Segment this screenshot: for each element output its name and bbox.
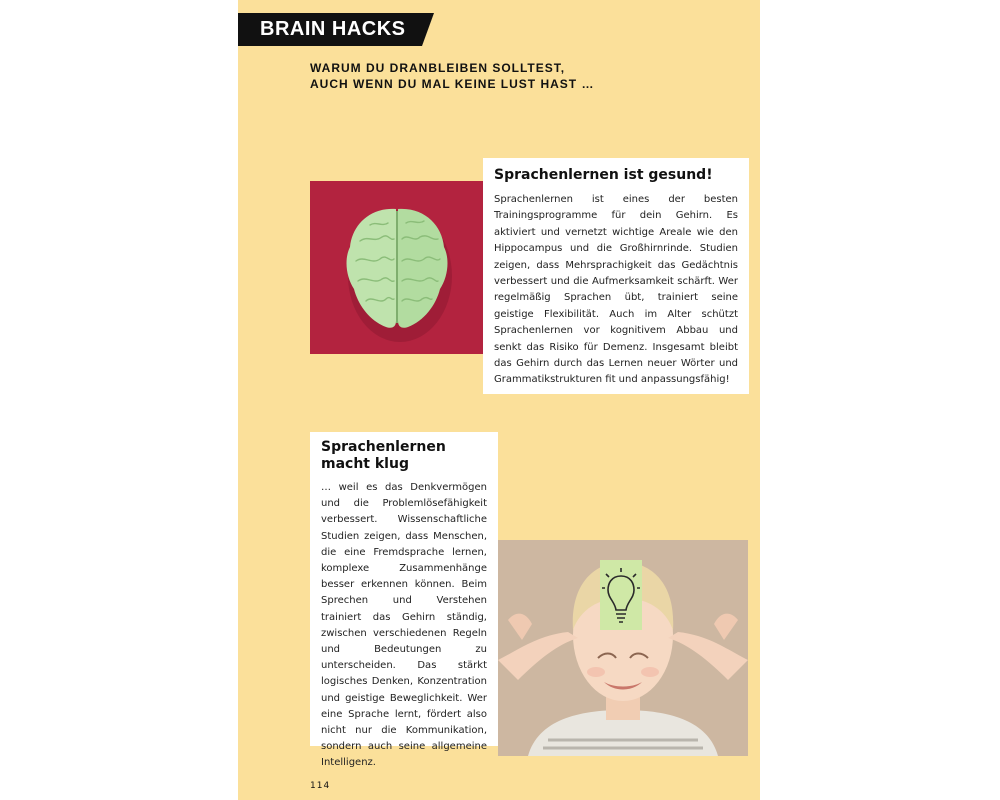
brain-photo	[310, 181, 483, 354]
book-page	[238, 0, 760, 800]
heading-health: Sprachenlernen ist gesund!	[494, 167, 713, 183]
section-banner	[238, 13, 422, 46]
heading-smart-line-1: Sprachenlernen	[321, 439, 446, 455]
woman-lightbulb-photo	[498, 540, 748, 756]
info-box-health	[483, 158, 749, 394]
banner-title: BRAIN HACKS	[260, 18, 406, 40]
info-box-smart	[310, 432, 498, 769]
heading-smart	[321, 439, 487, 473]
page-subtitle	[310, 60, 670, 92]
body-health: Sprachenlernen ist eines der besten Trainingsprogramme für dein Gehirn. Es aktiviert und vernetzt wichtige Areale wie den Hippocampus und die Großhirnrinde. Studien zeigen, dass Mehrsprachigkeit das Gedächtnis verbessert und die Aufmerksamkeit schärft. Wer regelmäßig Sprachen übt, trainiert seine geistige Flexibilität. Auch im Alter schützt Sprachenlernen vor kognitivem Abbau und senkt das Risiko für Demenz. Insgesamt bleibt das Gehirn durch das Lernen neuer Wörter und Grammatikstrukturen fit und anpassungsfähig!	[494, 194, 738, 386]
page-number: 114	[310, 781, 331, 791]
body-smart: … weil es das Denkvermögen und die Problemlösefähigkeit verbessert. Wissenschaftliche Studien zeigen, dass Menschen, die eine Fremdsprache lernen, komplexe Zusammenhänge besser erkennen können. Beim Sprechen und Verstehen trainiert das Gehirn ständig, zwischen verschiedenen Regeln und Bedeutungen zu unterscheiden. Das stärkt logisches Denken, Konzentration und geistige Beweglichkeit. Wer eine Sprache lernt, fördert also nicht nur die Kommunikation, sondern auch seine allgemeine Intelligenz.	[321, 482, 487, 769]
subtitle-line-2: AUCH WENN DU MAL KEINE LUST HAST …	[310, 77, 595, 91]
subtitle-line-1: WARUM DU DRANBLEIBEN SOLLTEST,	[310, 61, 566, 75]
heading-smart-line-2: macht klug	[321, 456, 409, 472]
